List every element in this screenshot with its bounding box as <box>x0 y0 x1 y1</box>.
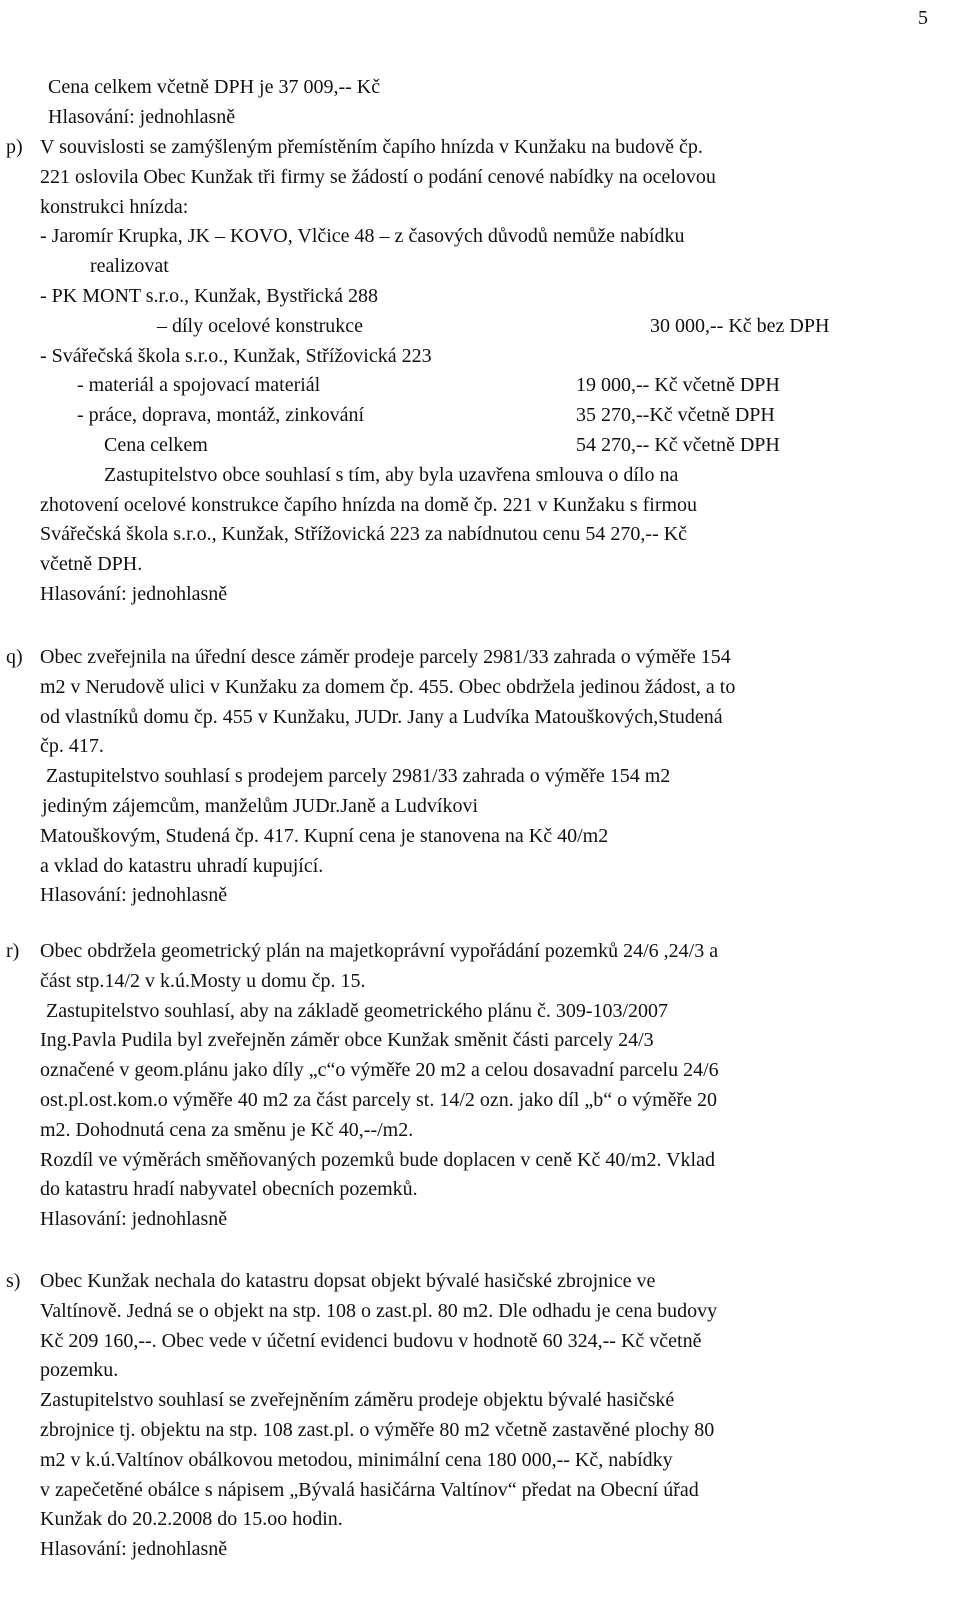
decision-line: a vklad do katastru uhradí kupující. <box>40 854 324 877</box>
decision-line: v zapečetěné obálce s nápisem „Bývalá hasičárna Valtínov“ předat na Obecní úřad <box>40 1478 699 1501</box>
vote-line: Hlasování: jednohlasně <box>40 1538 228 1561</box>
section-marker: r) <box>6 940 20 962</box>
offer-row <box>40 401 775 431</box>
offer-item: - materiál a spojovací materiál <box>77 374 321 397</box>
list-item: - Svářečská škola s.r.o., Kunžak, Střížovická 223 <box>40 344 432 367</box>
intro-line: Cena celkem včetně DPH je 37 009,-- Kč <box>48 76 381 98</box>
list-item-continuation: realizovat <box>90 255 169 278</box>
text-line: Obec Kunžak nechala do katastru dopsat objekt bývalé hasičské zbrojnice ve <box>40 1270 656 1292</box>
intro-block <box>48 73 380 133</box>
decision-line: Matouškovým, Studená čp. 417. Kupní cena je stanovena na Kč 40/m2 <box>40 824 609 847</box>
decision-line: Zastupitelstvo souhlasí, aby na základě geometrického plánu č. 309-103/2007 <box>46 999 669 1022</box>
decision-line: Zastupitelstvo souhlasí s prodejem parcely 2981/33 zahrada o výměře 154 m2 <box>46 765 671 788</box>
list-item: - PK MONT s.r.o., Kunžak, Bystřická 288 <box>40 284 378 307</box>
text-line: konstrukci hnízda: <box>40 195 189 218</box>
text-line: Valtínově. Jedná se o objekt na stp. 108 o zast.pl. 80 m2. Dle odhadu je cena budovy <box>40 1299 718 1322</box>
section-marker: s) <box>6 1270 21 1292</box>
decision-line: jediným zájemcům, manželům JUDr.Janě a Ludvíkovi <box>42 794 478 817</box>
text-line: pozemku. <box>40 1359 119 1382</box>
offer-item: - práce, doprava, montáž, zinkování <box>77 404 365 427</box>
offer-row <box>40 371 780 401</box>
decision-line: označené v geom.plánu jako díly „c“o výměře 20 m2 a celou dosavadní parcelu 24/6 <box>40 1059 719 1082</box>
decision-line: Zastupitelstvo obce souhlasí s tím, aby byla uzavřena smlouva o dílo na <box>104 463 679 486</box>
text-line: m2 v Nerudově ulici v Kunžaku za domem čp. 455. Obec obdržela jedinou žádost, a to <box>40 675 736 698</box>
offer-total-row <box>40 431 780 461</box>
decision-line: Ing.Pavla Pudila byl zveřejněn záměr obce Kunžak směnit části parcely 24/3 <box>40 1029 654 1052</box>
offer-row <box>40 312 830 342</box>
decision-line: Rozdíl ve výměrách směňovaných pozemků bude doplacen v ceně Kč 40/m2. Vklad <box>40 1148 715 1171</box>
text-line: čp. 417. <box>40 735 104 758</box>
vote-line: Hlasování: jednohlasně <box>40 582 228 605</box>
offer-price: 30 000,-- Kč bez DPH <box>650 314 830 337</box>
text-line: V souvislosti se zamýšleným přemístěním čapího hnízda v Kunžaku na budově čp. <box>40 136 703 158</box>
text-line: Kč 209 160,--. Obec vede v účetní evidenci budovu v hodnotě 60 324,-- Kč včetně <box>40 1329 702 1352</box>
text-line: 221 oslovila Obec Kunžak tři firmy se žádostí o podání cenové nabídky na ocelovou <box>40 165 716 188</box>
decision-line: zbrojnice tj. objektu na stp. 108 zast.pl. o výměře 80 m2 včetně zastavěné plochy 80 <box>40 1418 715 1441</box>
offer-item: – díly ocelové konstrukce <box>157 314 364 337</box>
decision-line: do katastru hradí nabyvatel obecních pozemků. <box>40 1178 418 1201</box>
decision-line: m2. Dohodnutá cena za směnu je Kč 40,--/m2. <box>40 1118 414 1141</box>
text-line: část stp.14/2 v k.ú.Mosty u domu čp. 15. <box>40 969 366 992</box>
decision-line: Kunžak do 20.2.2008 do 15.oo hodin. <box>40 1508 343 1531</box>
vote-line: Hlasování: jednohlasně <box>40 1208 228 1231</box>
section-marker: p) <box>6 136 23 158</box>
intro-line: Hlasování: jednohlasně <box>48 105 236 128</box>
text-line: od vlastníků domu čp. 455 v Kunžaku, JUDr. Jany a Ludvíka Matouškových,Studená <box>40 705 723 728</box>
decision-line: Svářečská škola s.r.o., Kunžak, Střížovická 223 za nabídnutou cenu 54 270,-- Kč <box>40 523 688 546</box>
page-number: 5 <box>918 7 928 29</box>
decision-line: m2 v k.ú.Valtínov obálkovou metodou, minimální cena 180 000,-- Kč, nabídky <box>40 1448 673 1471</box>
offer-item: Cena celkem <box>104 433 208 456</box>
decision-line: Zastupitelstvo souhlasí se zveřejněním záměru prodeje objektu bývalé hasičské <box>40 1389 675 1412</box>
offer-price: 19 000,-- Kč včetně DPH <box>576 374 780 397</box>
offer-price: 54 270,-- Kč včetně DPH <box>576 433 780 456</box>
decision-line: včetně DPH. <box>40 553 143 576</box>
decision-line: zhotovení ocelové konstrukce čapího hnízda na domě čp. 221 v Kunžaku s firmou <box>40 493 698 516</box>
section-marker: q) <box>6 646 23 668</box>
list-item: - Jaromír Krupka, JK – KOVO, Vlčice 48 – z časových důvodů nemůže nabídku <box>40 225 685 248</box>
offer-price: 35 270,--Kč včetně DPH <box>576 404 775 427</box>
text-line: Obec zveřejnila na úřední desce záměr prodeje parcely 2981/33 zahrada o výměře 154 <box>40 646 731 668</box>
decision-line: ost.pl.ost.kom.o výměře 40 m2 za část parcely st. 14/2 ozn. jako díl „b“ o výměře 20 <box>40 1088 718 1111</box>
vote-line: Hlasování: jednohlasně <box>40 884 228 907</box>
text-line: Obec obdržela geometrický plán na majetkoprávní vypořádání pozemků 24/6 ,24/3 a <box>40 940 719 962</box>
